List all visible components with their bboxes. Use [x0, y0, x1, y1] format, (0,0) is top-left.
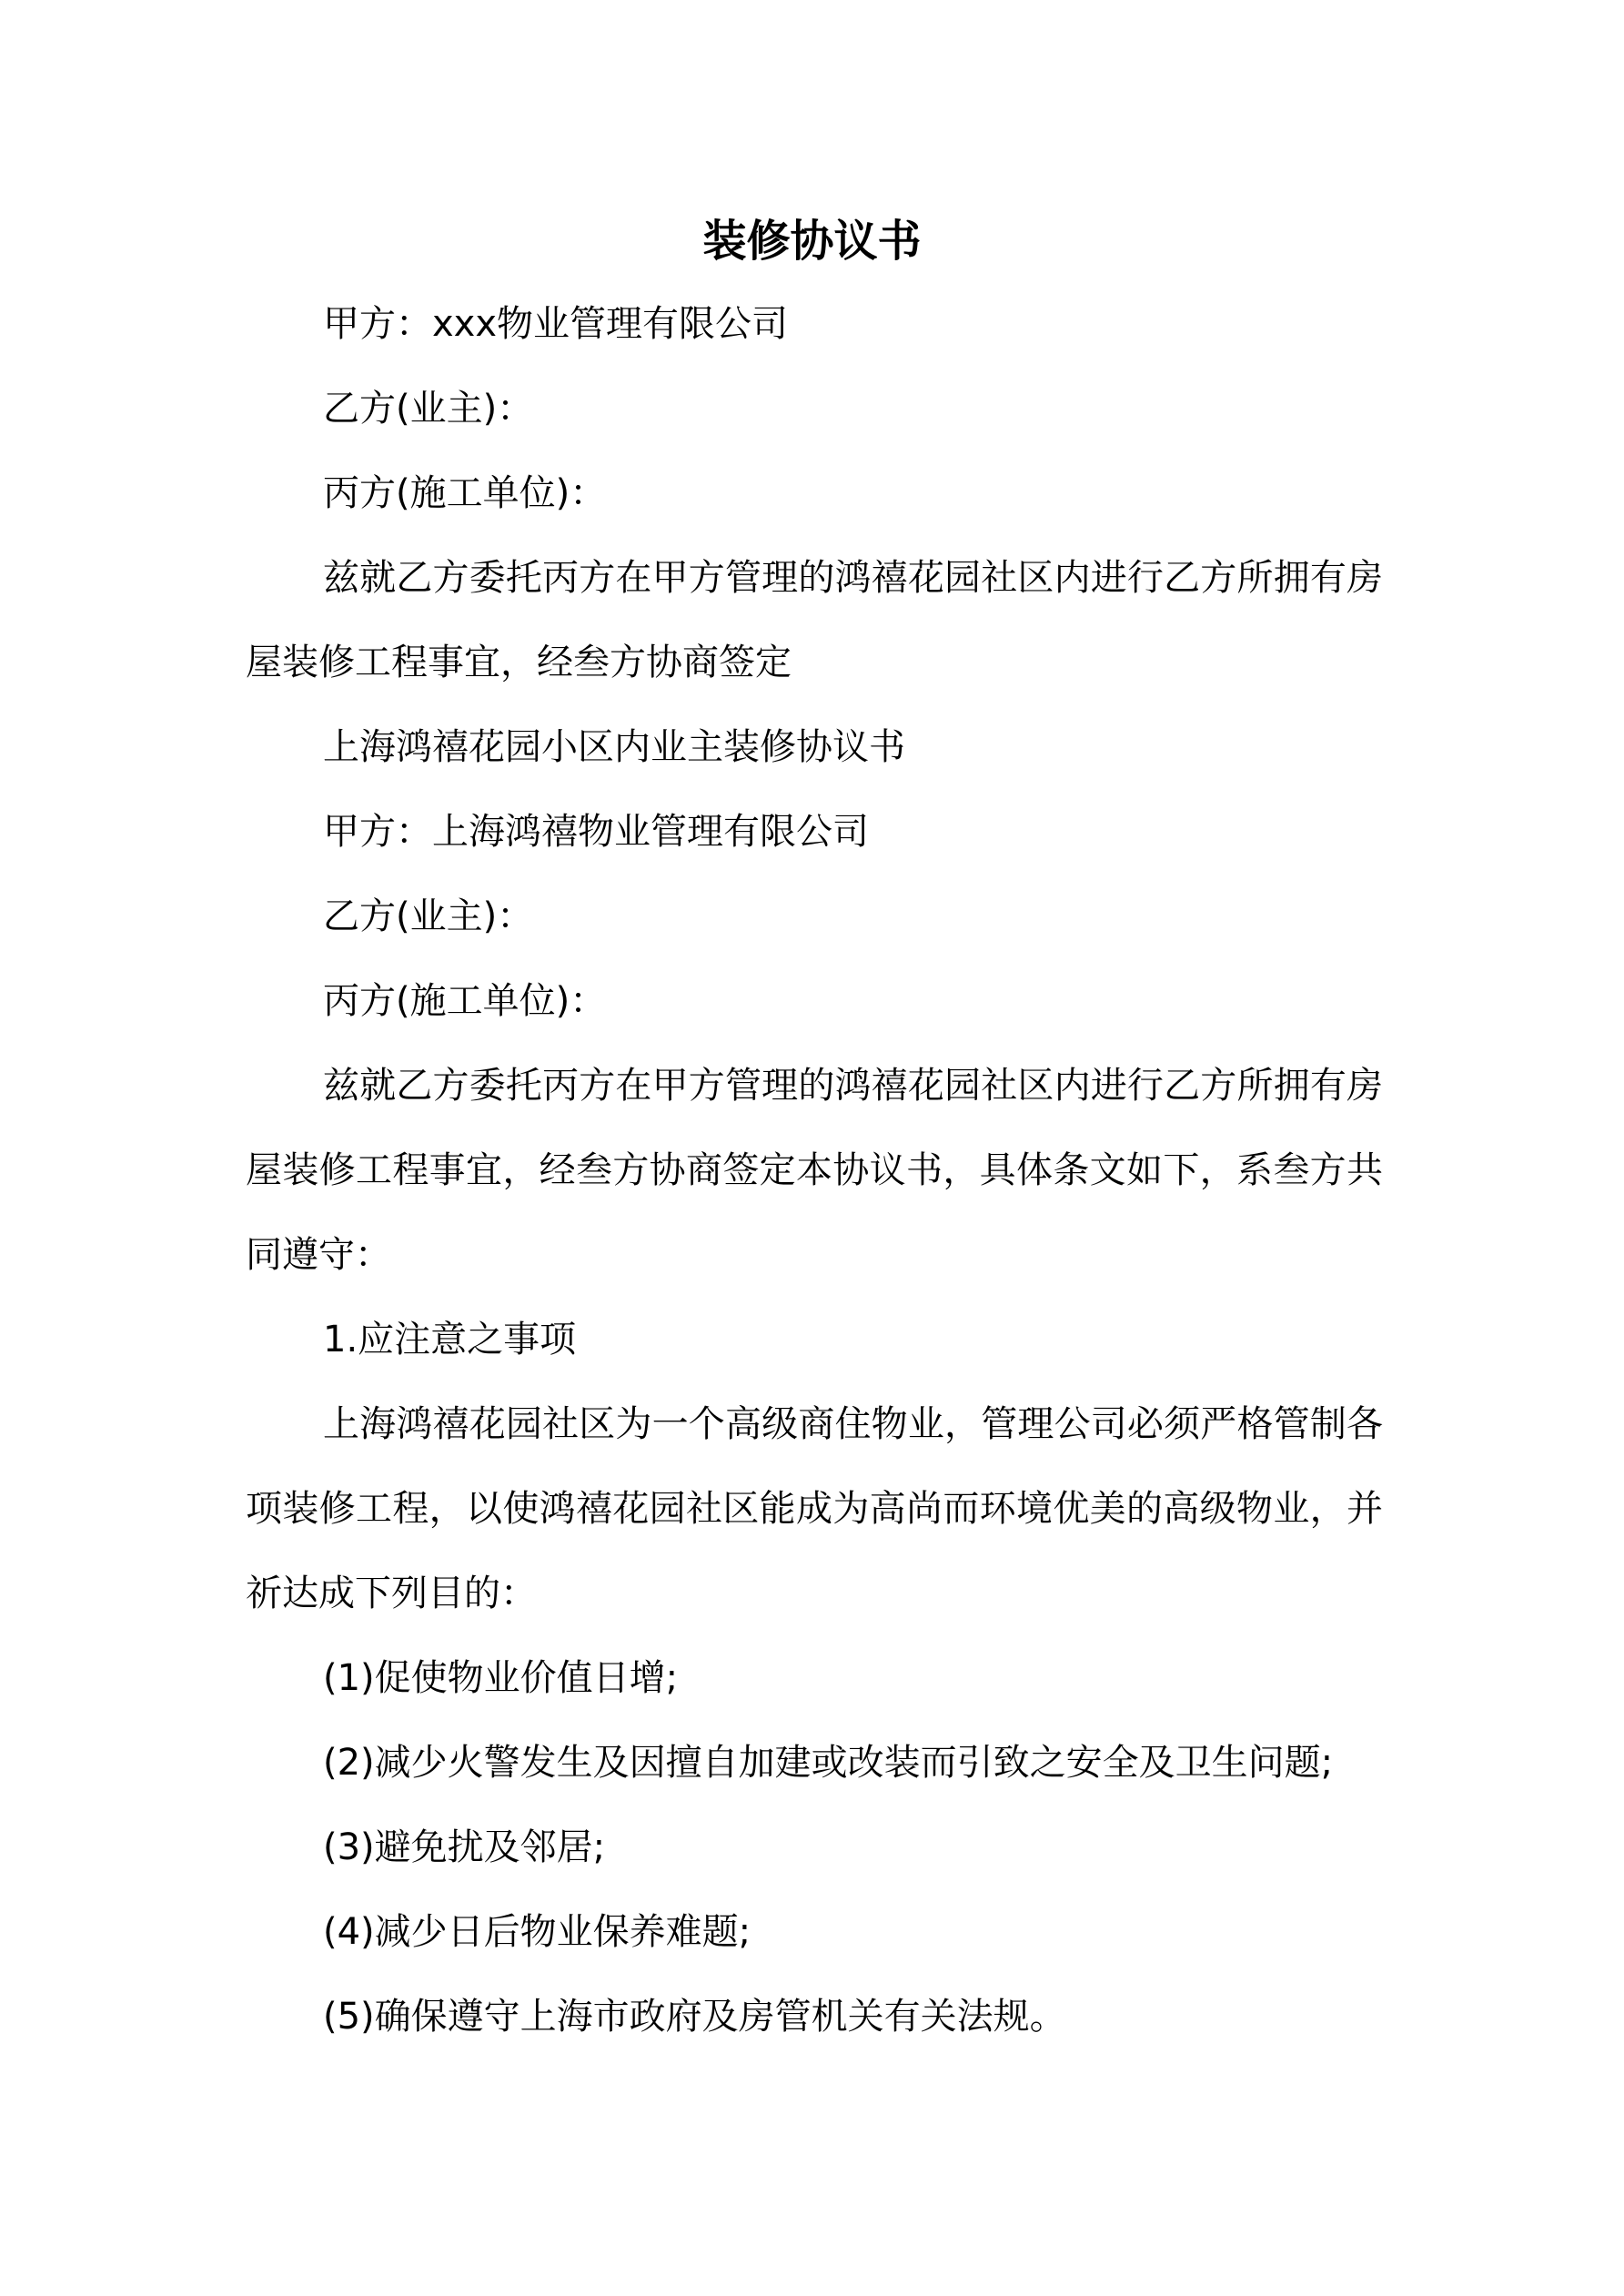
intro-paragraph: 兹就乙方委托丙方在甲方管理的鸿禧花园社区内进行乙方所拥有房屋装修工程事宜，经叁方协商签定 — [246, 557, 1383, 683]
list-item: (4)减少日后物业保养难题; — [323, 1911, 751, 1953]
party-b-line: 乙方(业主)： — [323, 388, 534, 430]
list-item: (3)避免扰及邻居; — [323, 1826, 606, 1868]
party-c-line-2: 丙方(施工单位)： — [323, 980, 607, 1022]
agreement-paragraph: 兹就乙方委托丙方在甲方管理的鸿禧花园社区内进行乙方所拥有房屋装修工程事宜，经叁方协商签定本协议书，具体条文如下，系叁方共同遵守： — [246, 1065, 1383, 1276]
purpose-paragraph: 上海鸿禧花园社区为一个高级商住物业，管理公司必须严格管制各项装修工程，以使鸿禧花园社区能成为高尚而环境优美的高级物业，并祈达成下列目的： — [246, 1403, 1383, 1614]
party-a-line: 甲方：xxx物业管理有限公司 — [323, 303, 789, 345]
document-title: 装修协议书 — [702, 216, 922, 267]
party-c-line: 丙方(施工单位)： — [323, 472, 607, 514]
party-b-line-2: 乙方(业主)： — [323, 895, 534, 937]
document-body — [246, 282, 1383, 2059]
subtitle-line: 上海鸿禧花园小区内业主装修协议书 — [323, 726, 905, 768]
list-item: (2)减少火警发生及因擅自加建或改装而引致之安全及卫生问题; — [323, 1742, 1334, 1784]
section-heading: 1.应注意之事项 — [323, 1319, 577, 1360]
list-item: (1)促使物业价值日增; — [323, 1657, 679, 1699]
party-a-line-2: 甲方：上海鸿禧物业管理有限公司 — [323, 811, 869, 853]
list-item: (5)确保遵守上海市政府及房管机关有关法规。 — [323, 1996, 1066, 2038]
